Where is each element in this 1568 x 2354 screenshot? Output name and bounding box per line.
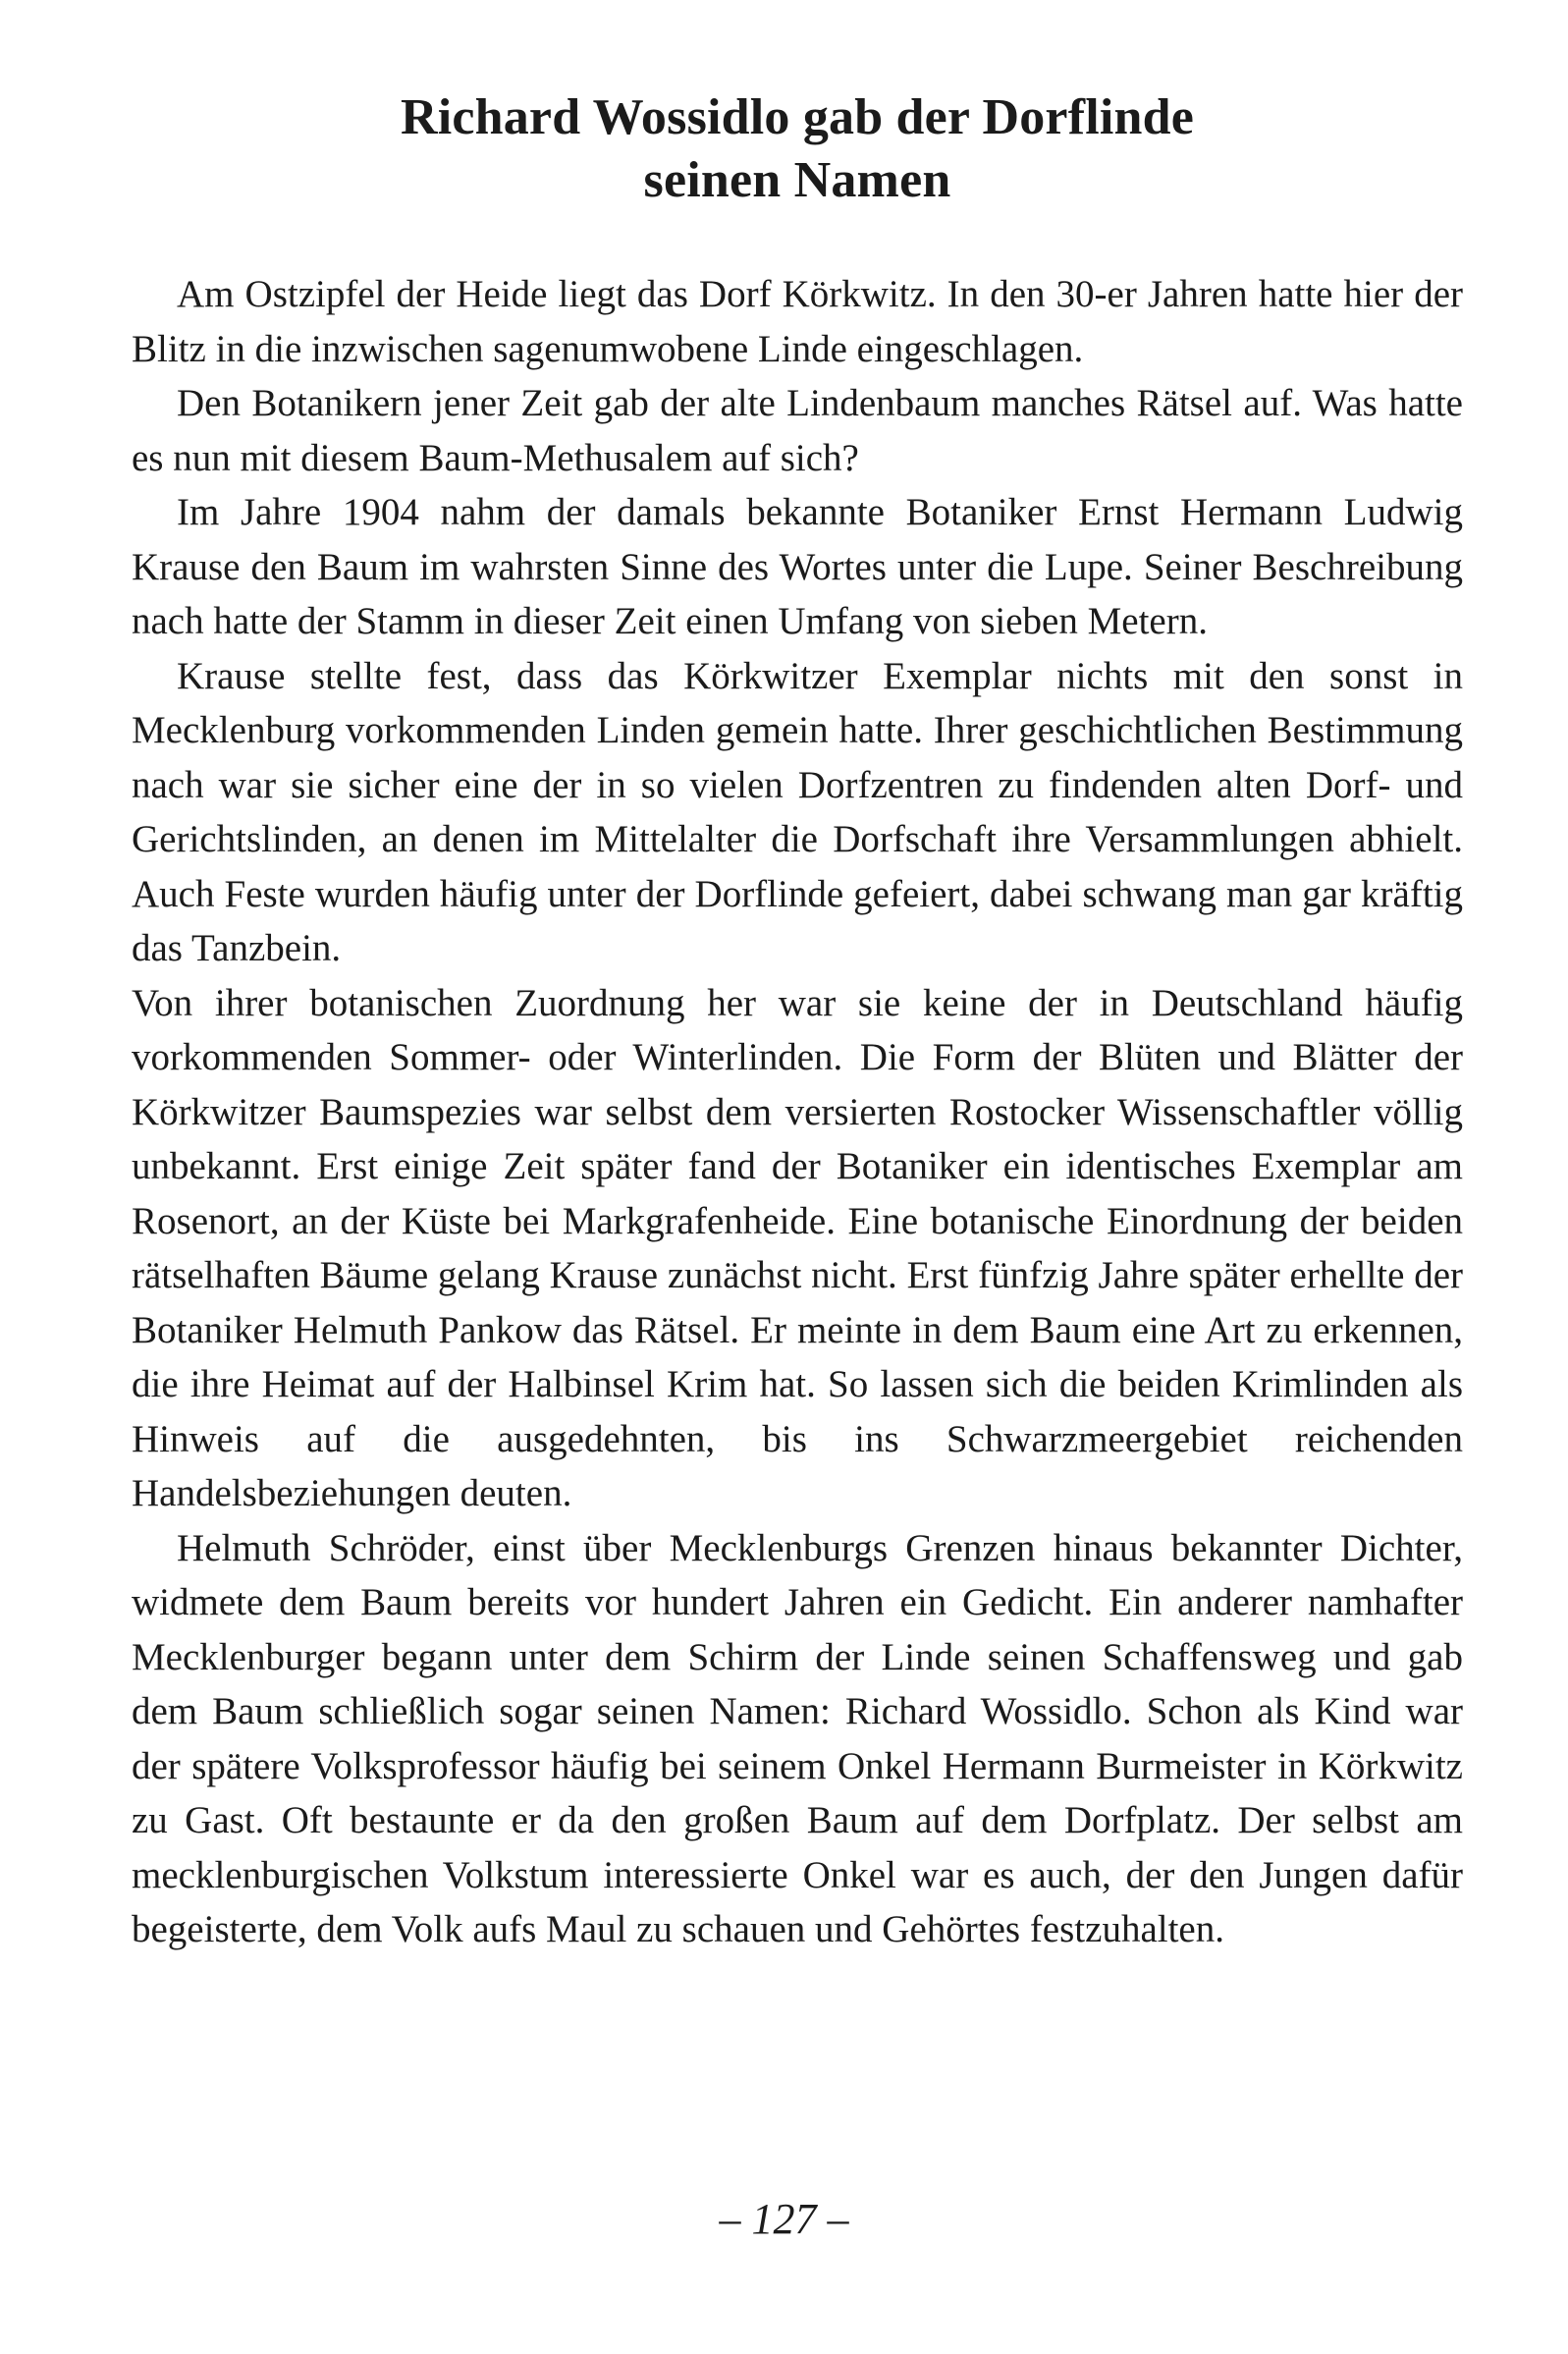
page-title bbox=[132, 86, 1463, 212]
title-line-2: seinen Namen bbox=[643, 152, 951, 208]
page-number: – 127 – bbox=[719, 2195, 849, 2243]
paragraph: Krause stellte fest, dass das Körkwitzer Exemplar nichts mit den sonst in Mecklenburg vorkommenden Linden gemein hatte. Ihrer geschichtlichen Bestimmung nach war sie sicher eine der in so vielen Dorfzentren zu findenden alten Dorf- und Gerichtslinden, an denen im Mittelalter die Dorfschaft ihre Versammlungen abhielt. Auch Feste wurden häufig unter der Dorflinde gefeiert, dabei schwang man gar kräftig das Tanzbein. bbox=[132, 654, 1463, 969]
paragraph: Im Jahre 1904 nahm der damals bekannte Botaniker Ernst Hermann Ludwig Krause den Baum im wahrsten Sinne des Wortes unter die Lupe. Seiner Beschreibung nach hatte der Stamm in dieser Zeit einen Umfang von sieben Metern. bbox=[132, 491, 1463, 642]
title-line-1: Richard Wossidlo gab der Dorflinde bbox=[400, 89, 1195, 145]
body-text bbox=[132, 267, 1463, 1957]
paragraph: Am Ostzipfel der Heide liegt das Dorf Körkwitz. In den 30-er Jahren hatte hier der Blitz in die inzwischen sagenumwobene Linde eingeschlagen. bbox=[132, 273, 1463, 370]
page-content bbox=[132, 86, 1463, 1957]
paragraph: Von ihrer botanischen Zuordnung her war sie keine der in Deutschland häufig vorkommenden Sommer- oder Winterlinden. Die Form der Blüten und Blätter der Körkwitzer Baumspezies war selbst dem versierten Rostocker Wissenschaftler völlig unbekannt. Erst einige Zeit später fand der Botaniker ein identisches Exemplar am Rosenort, an der Küste bei Markgrafenheide. Eine botanische Einordnung der beiden rätselhaften Bäume gelang Krause zunächst nicht. Erst fünfzig Jahre später erhellte der Botaniker Helmuth Pankow das Rätsel. Er meinte in dem Baum eine Art zu erkennen, die ihre Heimat auf der Halbinsel Krim hat. So lassen sich die beiden Krimlinden als Hinweis auf die ausgedehnten, bis ins Schwarzmeergebiet reichenden Handelsbeziehungen deuten. bbox=[132, 981, 1463, 1514]
paragraph: Den Botanikern jener Zeit gab der alte Lindenbaum manches Rätsel auf. Was hatte es nun mit diesem Baum-Methusalem auf sich? bbox=[132, 382, 1463, 479]
paragraph: Helmuth Schröder, einst über Mecklenburgs Grenzen hinaus bekannter Dichter, widmete dem Baum bereits vor hundert Jahren ein Gedicht. Ein anderer namhafter Mecklenburger begann unter dem Schirm der Linde seinen Schaffensweg und gab dem Baum schließlich sogar seinen Namen: Richard Wossidlo. Schon als Kind war der spätere Volksprofessor häufig bei seinem Onkel Hermann Burmeister in Körkwitz zu Gast. Oft bestaunte er da den großen Baum auf dem Dorfplatz. Der selbst am mecklenburgischen Volkstum interessierte Onkel war es auch, der den Jungen dafür begeisterte, dem Volk aufs Maul zu schauen und Gehörtes festzuhalten. bbox=[132, 1526, 1463, 1950]
